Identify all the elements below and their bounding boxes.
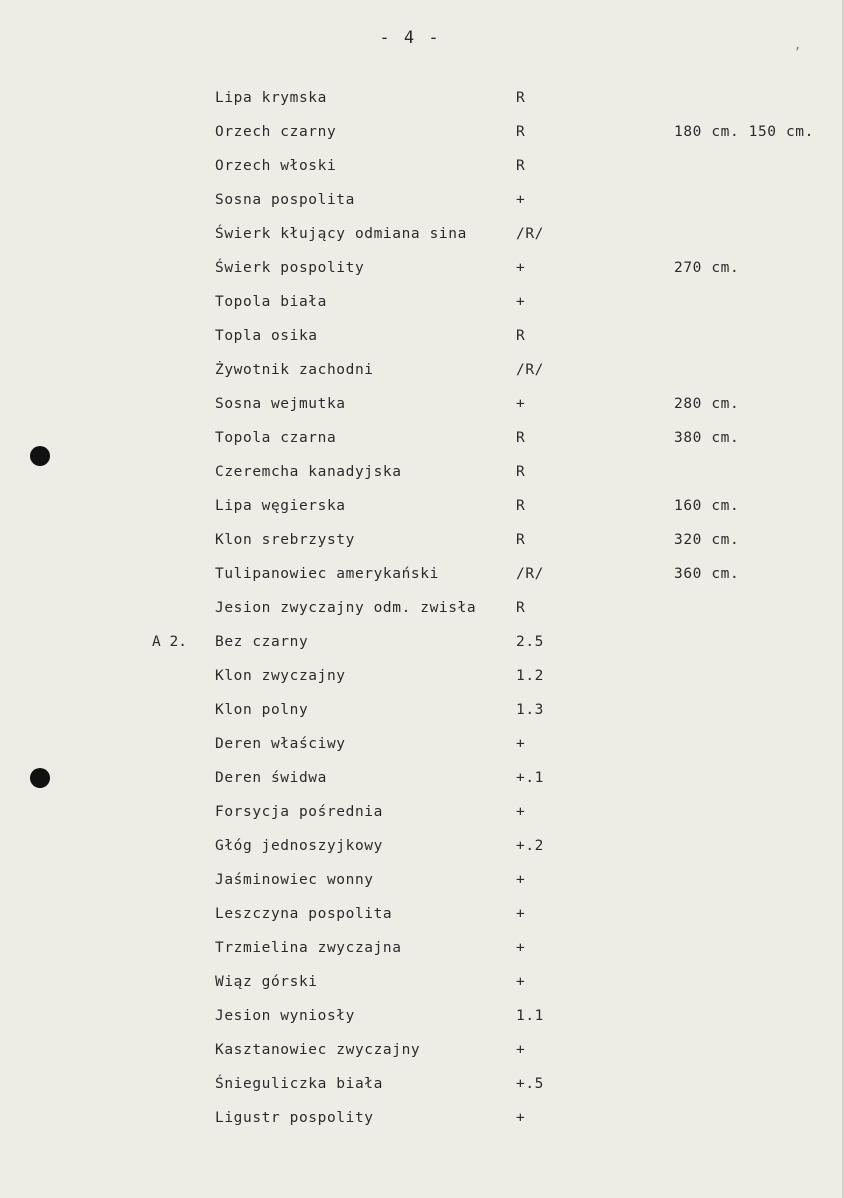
species-name: Klon srebrzysty [215,532,355,548]
species-mark: 1.1 [516,1008,544,1024]
list-item [0,257,844,279]
list-item [0,223,844,245]
list-item [0,903,844,925]
species-mark: +.5 [516,1076,544,1092]
species-mark: + [516,974,526,990]
species-mark: R [516,464,526,480]
list-item [0,121,844,143]
species-mark: + [516,1042,526,1058]
species-name: Śnieguliczka biała [215,1076,383,1092]
species-mark: /R/ [516,362,544,378]
species-name: Głóg jednoszyjkowy [215,838,383,854]
species-name: Lipa krymska [215,90,327,106]
species-mark: + [516,260,526,276]
species-mark: /R/ [516,226,544,242]
species-name: Jesion wyniosły [215,1008,355,1024]
species-name: Leszczyna pospolita [215,906,393,922]
species-name: Świerk pospolity [215,260,365,276]
species-mark: + [516,192,526,208]
list-item [0,325,844,347]
species-name: Jesion zwyczajny odm. zwisła [215,600,477,616]
measurement: 180 cm. 150 cm. [674,124,814,140]
list-item [0,393,844,415]
species-name: Lipa węgierska [215,498,346,514]
measurement: 270 cm. [674,260,740,276]
species-mark: + [516,736,526,752]
species-name: Deren właściwy [215,736,346,752]
species-mark: R [516,124,526,140]
species-mark: R [516,158,526,174]
species-mark: + [516,1110,526,1126]
species-name: Orzech czarny [215,124,337,140]
list-item [0,1039,844,1061]
species-name: Topola biała [215,294,327,310]
list-item [0,869,844,891]
species-mark: 2.5 [516,634,544,650]
list-item [0,937,844,959]
measurement: 360 cm. [674,566,740,582]
species-mark: R [516,600,526,616]
list-item [0,767,844,789]
species-name: Bez czarny [215,634,309,650]
species-name: Klon zwyczajny [215,668,346,684]
measurement: 280 cm. [674,396,740,412]
species-name: Sosna wejmutka [215,396,346,412]
species-mark: + [516,396,526,412]
measurement: 320 cm. [674,532,740,548]
species-mark: +.1 [516,770,544,786]
species-name: Trzmielina zwyczajna [215,940,402,956]
species-mark: + [516,294,526,310]
species-mark: R [516,90,526,106]
list-item [0,461,844,483]
list-item [0,563,844,585]
page-number: - 4 - [379,28,441,48]
list-item [0,835,844,857]
species-name: Topola czarna [215,430,337,446]
species-mark: + [516,804,526,820]
species-name: Kasztanowiec zwyczajny [215,1042,421,1058]
species-name: Forsycja pośrednia [215,804,383,820]
species-name: Świerk kłujący odmiana sina [215,226,467,242]
species-name: Sosna pospolita [215,192,355,208]
list-item [0,495,844,517]
species-mark: 1.3 [516,702,544,718]
stray-mark: , [794,38,802,52]
species-name: Ligustr pospolity [215,1110,374,1126]
section-label: A 2. [152,634,187,650]
species-name: Topla osika [215,328,318,344]
list-item [0,733,844,755]
measurement: 380 cm. [674,430,740,446]
list-item [0,529,844,551]
species-name: Deren świdwa [215,770,327,786]
list-item [0,971,844,993]
species-mark: + [516,872,526,888]
species-mark: R [516,532,526,548]
species-name: Czeremcha kanadyjska [215,464,402,480]
species-name: Jaśminowiec wonny [215,872,374,888]
list-item [0,1107,844,1129]
species-name: Tulipanowiec amerykański [215,566,439,582]
list-item [0,427,844,449]
species-mark: R [516,328,526,344]
species-mark: + [516,906,526,922]
species-name: Żywotnik zachodni [215,362,374,378]
list-item [0,87,844,109]
list-item [0,1005,844,1027]
species-mark: R [516,430,526,446]
species-mark: R [516,498,526,514]
list-item [0,291,844,313]
list-item [0,665,844,687]
list-item [0,1073,844,1095]
species-mark: 1.2 [516,668,544,684]
species-name: Wiąz górski [215,974,318,990]
list-item [0,597,844,619]
species-name: Orzech włoski [215,158,337,174]
species-name: Klon polny [215,702,309,718]
list-item [0,189,844,211]
measurement: 160 cm. [674,498,740,514]
list-item [0,631,844,653]
list-item [0,155,844,177]
list-item [0,699,844,721]
species-mark: +.2 [516,838,544,854]
species-mark: + [516,940,526,956]
list-item [0,801,844,823]
species-mark: /R/ [516,566,544,582]
list-item [0,359,844,381]
